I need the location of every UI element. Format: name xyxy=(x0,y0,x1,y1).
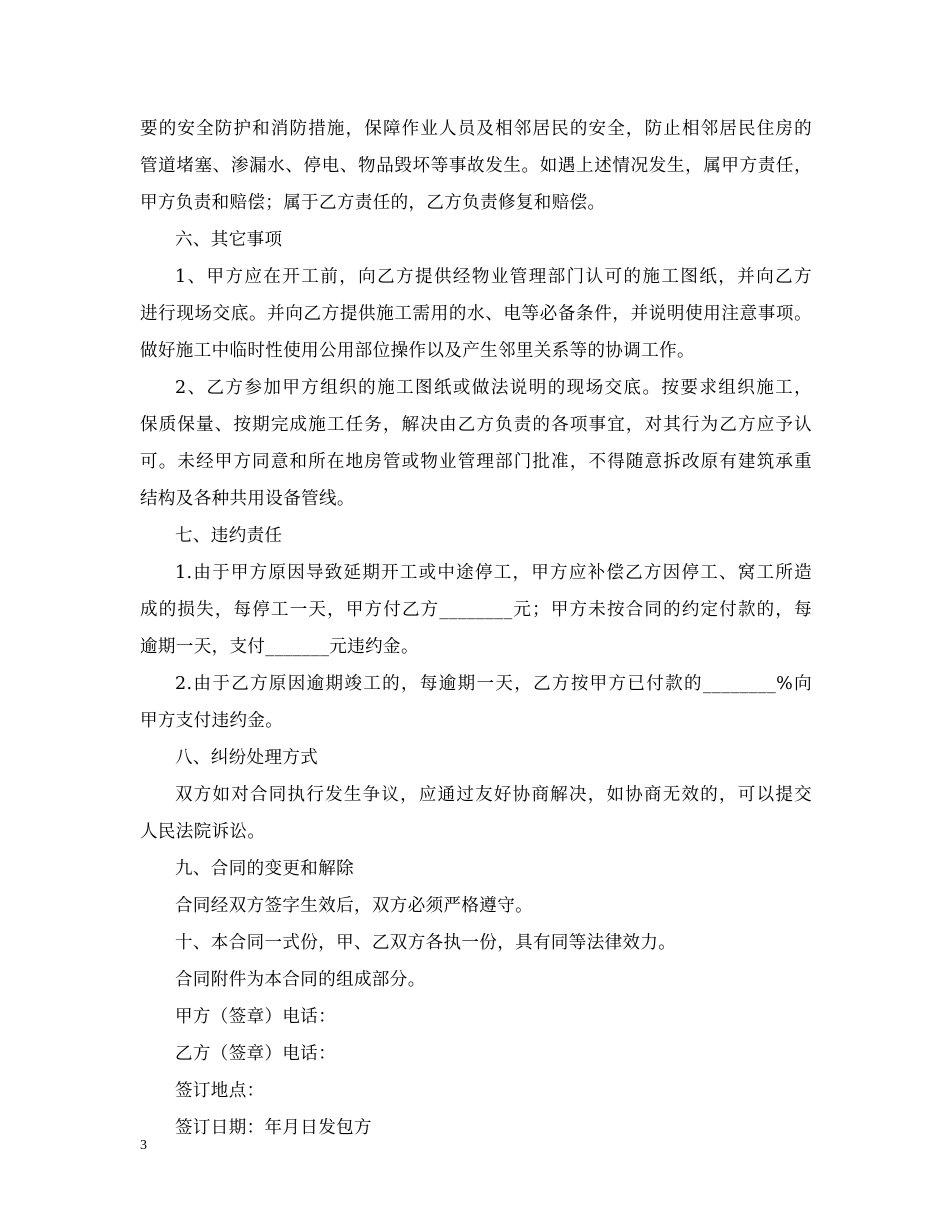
text-line-1: 要的安全防护和消防措施，保障作业人员及相邻居民的安全，防止相邻居民住房的 xyxy=(140,119,812,139)
section-heading-copies: 十、本合同一式份，甲、乙双方各执一份，具有同等法律效力。 xyxy=(175,933,677,953)
text-line-9: 保质保量、按期完成施工任务，解决由乙方负责的各项事宜，对其行为乙方应予认 xyxy=(140,415,812,435)
page-number: 3 xyxy=(140,1138,147,1153)
text-line-22: 合同经双方签字生效后，双方必须严格遵守。 xyxy=(175,896,533,916)
text-line-20: 人民法院诉讼。 xyxy=(140,822,266,842)
contract-body xyxy=(140,111,812,1147)
text-line-7: 做好施工中临时性使用公用部位操作以及产生邻里关系等的协调工作。 xyxy=(140,341,695,361)
text-line-13: 1.由于甲方原因导致延期开工或中途停工，甲方应补偿乙方因停工、窝工所造 xyxy=(175,563,812,583)
text-line-3: 甲方负责和赔偿；属于乙方责任的，乙方负责修复和赔偿。 xyxy=(140,193,606,213)
text-line-6: 进行现场交底。并向乙方提供施工需用的水、电等必备条件，并说明使用注意事项。 xyxy=(140,304,812,324)
text-line-2: 管道堵塞、渗漏水、停电、物品毁坏等事故发生。如遇上述情况发生，属甲方责任， xyxy=(140,156,812,176)
text-line-8: 2、乙方参加甲方组织的施工图纸或做法说明的现场交底。按要求组织施工， xyxy=(175,378,812,398)
text-line-16: 2.由于乙方原因逾期竣工的，每逾期一天，乙方按甲方已付款的________%向 xyxy=(175,674,812,694)
text-line-11: 结构及各种共用设备管线。 xyxy=(140,489,355,509)
text-line-15: 逾期一天，支付_______元违约金。 xyxy=(140,637,419,657)
section-heading-change-termination: 九、合同的变更和解除 xyxy=(175,859,354,879)
text-line-14: 成的损失，每停工一天，甲方付乙方________元；甲方未按合同的约定付款的，每 xyxy=(140,600,812,620)
text-line-5: 1、甲方应在开工前，向乙方提供经物业管理部门认可的施工图纸，并向乙方 xyxy=(175,267,812,287)
section-heading-breach-liability: 七、违约责任 xyxy=(175,526,283,546)
text-line-19: 双方如对合同执行发生争议，应通过友好协商解决，如协商无效的，可以提交 xyxy=(175,785,812,805)
party-a-signature-line: 甲方（签章）电话： xyxy=(175,1007,337,1027)
section-heading-other-matters: 六、其它事项 xyxy=(175,230,283,250)
text-line-10: 可。未经甲方同意和所在地房管或物业管理部门批准，不得随意拆改原有建筑承重 xyxy=(140,452,812,472)
text-line-17: 甲方支付违约金。 xyxy=(140,711,284,731)
text-line-24: 合同附件为本合同的组成部分。 xyxy=(175,970,426,990)
section-heading-dispute-resolution: 八、纠纷处理方式 xyxy=(175,748,319,768)
signing-place-line: 签订地点： xyxy=(175,1081,265,1101)
signing-date-line: 签订日期：年月日发包方 xyxy=(175,1118,372,1138)
party-b-signature-line: 乙方（签章）电话： xyxy=(175,1044,337,1064)
